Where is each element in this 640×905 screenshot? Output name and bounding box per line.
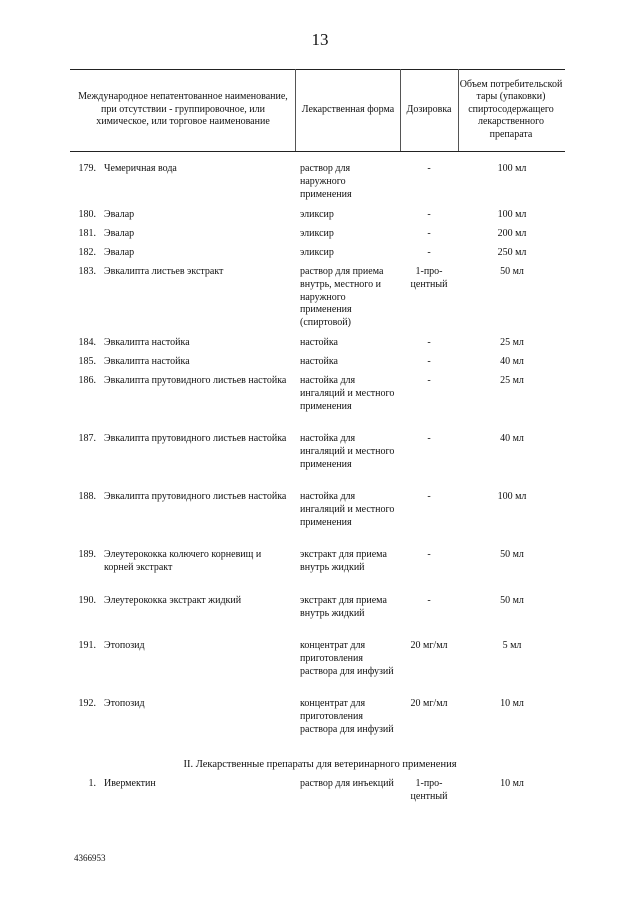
table-row [0,375,640,433]
table-row [0,491,640,549]
row-number: 179. [78,163,96,174]
row-number: 187. [78,433,96,444]
row-number: 190. [78,595,96,606]
row-name: Эвкалипта прутовидного листьев настойка [104,491,287,502]
row-form: концентрат для приготовления раствора для инфузий [300,640,394,677]
row-form: раствор для приема внутрь, местного и наружного применения (спиртовой) [300,266,384,329]
row-name: Элеутерококка экстракт жидкий [104,595,242,606]
row-volume: 200 мл [497,228,527,239]
row-name: Эвалар [104,247,135,258]
row-dosage: - [427,247,431,258]
table-row [0,640,640,698]
row-volume: 40 мл [500,356,524,367]
table-row [0,163,640,209]
row-dosage: - [427,356,431,367]
document-code: 4366953 [74,853,106,863]
row-form: настойка [300,337,338,348]
row-name: Эвкалипта настойка [104,337,190,348]
row-number: 191. [78,640,96,651]
row-dosage: - [427,433,431,444]
row-form: настойка [300,356,338,367]
row-volume: 25 мл [500,375,524,386]
row-dosage: - [427,491,431,502]
row-dosage: 1-про-центный [410,266,448,290]
row-number: 185. [78,356,96,367]
row-form: раствор для инъекций [300,778,394,789]
row-name: Эвкалипта настойка [104,356,190,367]
row-number: 184. [78,337,96,348]
row-dosage: - [427,595,431,606]
row-dosage: 20 мг/мл [410,698,448,709]
row-number: 182. [78,247,96,258]
row-form: раствор для наружного применения [300,163,352,200]
row-number: 1. [88,778,96,789]
table-row [0,228,640,247]
table-row [0,209,640,228]
row-dosage: - [427,209,431,220]
row-volume: 100 мл [497,491,527,502]
section-title: II. Лекарственные препараты для ветеринарного применения [183,759,457,770]
row-number: 189. [78,549,96,560]
table-row [0,356,640,375]
row-name: Этопозид [104,698,145,709]
row-volume: 50 мл [500,595,524,606]
row-form: эликсир [300,228,334,239]
row-dosage: - [427,375,431,386]
row-name: Эвалар [104,209,135,220]
row-name: Элеутерококка колючего корневищ и корней экстракт [104,549,262,573]
row-dosage: 20 мг/мл [410,640,448,651]
table-row [0,549,640,595]
table-row [0,266,640,337]
row-form: настойка для ингаляций и местного применения [300,491,395,528]
row-form: настойка для ингаляций и местного применения [300,433,395,470]
row-volume: 10 мл [500,698,524,709]
row-name: Эвкалипта прутовидного листьев настойка [104,433,287,444]
row-volume: 100 мл [497,209,527,220]
row-form: эликсир [300,247,334,258]
row-name: Чемеричная вода [104,163,177,174]
row-volume: 50 мл [500,266,524,277]
table-body [0,163,640,808]
row-name: Ивермектин [104,778,156,789]
table-top-rule [70,69,565,70]
table-row [0,698,640,758]
header-volume: Объем потребительской тары (упаковки) спиртосодержащего лекарственного препарата [459,78,563,140]
table-row [0,433,640,491]
row-dosage: - [427,549,431,560]
table-row [0,337,640,356]
row-number: 188. [78,491,96,502]
row-number: 180. [78,209,96,220]
row-form: экстракт для приема внутрь жидкий [300,549,387,573]
page-number: 13 [311,30,329,49]
table-row [0,778,640,808]
row-dosage: 1-про-центный [410,778,448,802]
row-volume: 100 мл [497,163,527,174]
row-volume: 250 мл [497,247,527,258]
row-volume: 10 мл [500,778,524,789]
row-form: эликсир [300,209,334,220]
row-name: Этопозид [104,640,145,651]
row-form: настойка для ингаляций и местного применения [300,375,395,412]
row-volume: 25 мл [500,337,524,348]
header-name: Международное непатентованное наименование, при отсутствии - группировочное, или химическое, или торговое наименование [78,91,288,128]
row-number: 183. [78,266,96,277]
table-header-rule [70,151,565,152]
header-dosage: Дозировка [406,103,452,115]
row-volume: 5 мл [502,640,522,651]
row-dosage: - [427,163,431,174]
row-name: Эвкалипта прутовидного листьев настойка [104,375,287,386]
header-form: Лекарственная форма [301,103,395,115]
row-dosage: - [427,228,431,239]
row-volume: 40 мл [500,433,524,444]
row-form: концентрат для приготовления раствора для инфузий [300,698,394,735]
row-name: Эвкалипта листьев экстракт [104,266,224,277]
row-number: 181. [78,228,96,239]
row-form: экстракт для приема внутрь жидкий [300,595,387,619]
row-number: 186. [78,375,96,386]
table-row [0,595,640,640]
row-volume: 50 мл [500,549,524,560]
table-row [0,247,640,266]
row-number: 192. [78,698,96,709]
row-dosage: - [427,337,431,348]
row-name: Эвалар [104,228,135,239]
